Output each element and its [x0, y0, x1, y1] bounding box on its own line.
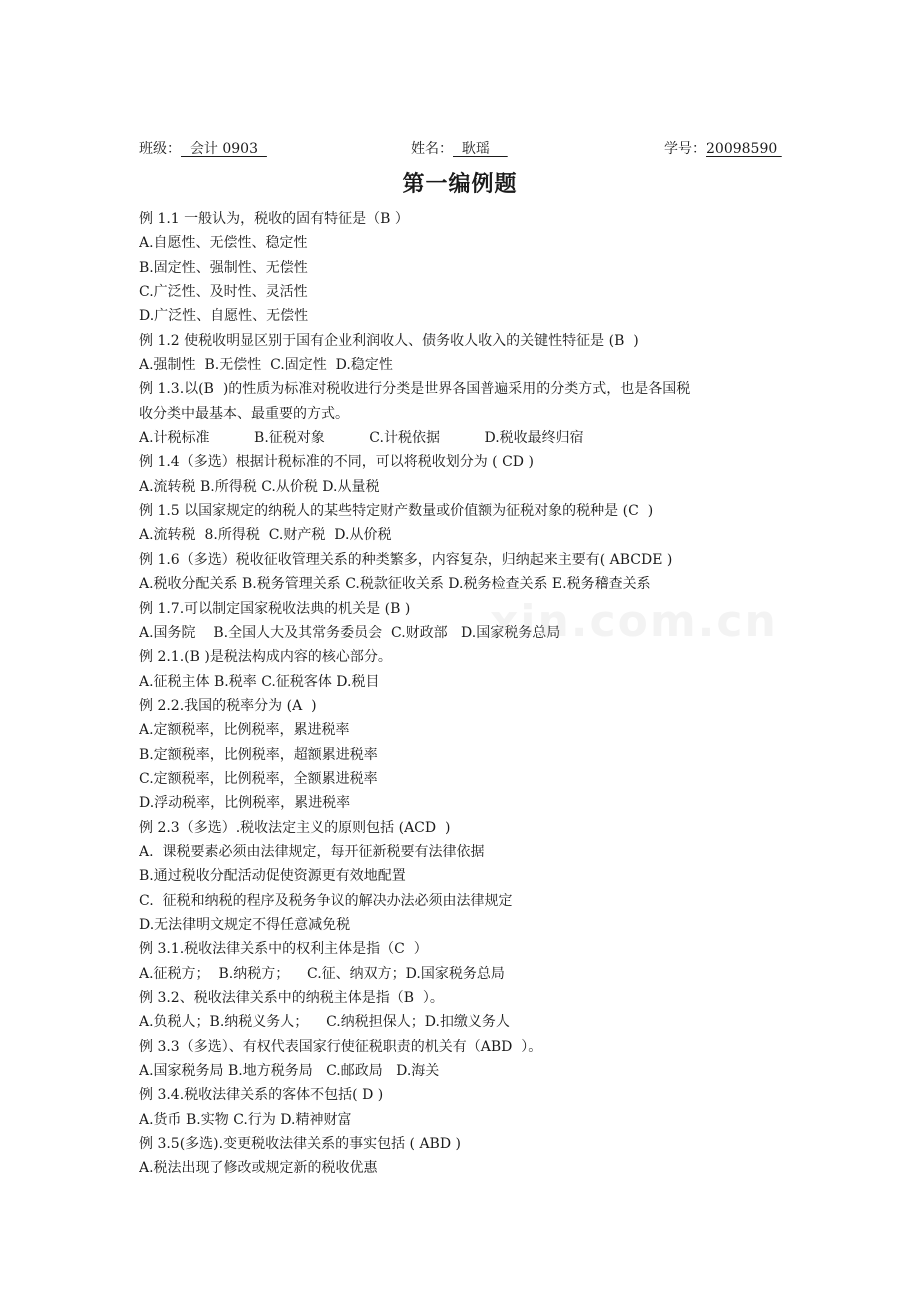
question-line: 例 3.4.税收法律关系的客体不包括( D ) — [139, 1087, 384, 1104]
question-line: 例 2.3（多选）.税收法定主义的原则包括 (ACD ) — [139, 819, 451, 836]
question-line: 例 1.7.可以制定国家税收法典的机关是 (B ) — [139, 600, 411, 617]
option-line: A.国务院 B.全国人大及其常务委员会 C.财政部 D.国家税务总局 — [139, 624, 561, 641]
exercise-body — [139, 207, 789, 1181]
option-line: D.无法律明文规定不得任意减免税 — [139, 916, 351, 933]
question-line: 例 3.2、税收法律关系中的纳税主体是指（B ）。 — [139, 990, 444, 1006]
name-value: 耿瑶 — [453, 141, 508, 157]
question-line: 例 1.6（多选）税收征收管理关系的种类繁多，内容复杂，归纳起来主要有( ABCDE ) — [139, 551, 673, 568]
class-value: 会计 0903 — [181, 141, 267, 157]
question-line: 例 2.2.我国的税率分为 (A ) — [139, 697, 317, 714]
student-id-value: 20098590 — [706, 141, 782, 157]
option-line: D.广泛性、自愿性、无偿性 — [139, 308, 309, 325]
student-id-field — [664, 138, 782, 158]
option-line: B.通过税收分配活动促使资源更有效地配置 — [139, 868, 406, 885]
option-line: A.强制性 B.无偿性 C.固定性 D.稳定性 — [139, 357, 393, 374]
option-line: C.广泛性、及时性、灵活性 — [139, 284, 308, 301]
class-field — [139, 138, 267, 158]
option-line: A.自愿性、无偿性、稳定性 — [139, 235, 308, 252]
option-line: A.流转税 B.所得税 C.从价税 D.从量税 — [139, 478, 380, 495]
page-title: 第一编例题 — [402, 172, 518, 197]
question-line: 例 1.2 使税收明显区别于国有企业利润收人、债务收人收入的关键性特征是 (B ) — [139, 332, 639, 349]
option-line: A.税收分配关系 B.税务管理关系 C.税款征收关系 D.税务检查关系 E.税务稽查关系 — [139, 576, 651, 593]
student-info-header — [139, 138, 781, 160]
option-line: C.定额税率，比例税率，全额累进税率 — [139, 770, 378, 787]
option-line: A.计税标准 B.征税对象 C.计税依据 D.税收最终归宿 — [139, 430, 584, 447]
question-line: 例 3.5(多选).变更税收法律关系的事实包括 ( ABD ) — [139, 1136, 461, 1153]
option-line: A.征税主体 B.税率 C.征税客体 D.税目 — [139, 673, 380, 690]
option-line: 收分类中最基本、最重要的方式。 — [139, 405, 349, 422]
class-label: 班级： — [139, 141, 181, 157]
name-field — [411, 138, 508, 158]
option-line: A. 课税要素必须由法律规定，每开征新税要有法律依据 — [139, 843, 485, 860]
question-line: 例 3.1.税收法律关系中的权利主体是指（C ） — [139, 941, 428, 958]
watermark-text: xin.com.cn — [490, 596, 778, 647]
question-line: 例 3.3（多选）、有权代表国家行使征税职责的机关有（ABD ）。 — [139, 1038, 543, 1055]
option-line: A.税法出现了修改或规定新的税收优惠 — [139, 1160, 378, 1177]
student-id-label: 学号： — [664, 141, 706, 157]
option-line: A.流转税 8.所得税 C.财产税 D.从价税 — [139, 527, 392, 544]
name-label: 姓名： — [411, 141, 453, 157]
question-line: 例 2.1.(B )是税法构成内容的核心部分。 — [139, 649, 392, 666]
option-line: C. 征税和纳税的程序及税务争议的解决办法必须由法律规定 — [139, 892, 513, 909]
option-line: A.货币 B.实物 C.行为 D.精神财富 — [139, 1111, 352, 1128]
option-line: D.浮动税率，比例税率，累进税率 — [139, 795, 351, 812]
option-line: A.定额税率，比例税率，累进税率 — [139, 722, 350, 739]
option-line: A.征税方； B.纳税方； C.征、纳双方；D.国家税务总局 — [139, 965, 505, 982]
option-line: B.固定性、强制性、无偿性 — [139, 259, 308, 276]
option-line: A.国家税务局 B.地方税务局 C.邮政局 D.海关 — [139, 1063, 440, 1080]
option-line: B.定额税率，比例税率，超额累进税率 — [139, 746, 378, 763]
question-line: 例 1.1 一般认为，税收的固有特征是（B ） — [139, 211, 409, 227]
question-line: 例 1.3.以(B )的性质为标准对税收进行分类是世界各国普遍采用的分类方式，也是各国税 — [139, 381, 691, 398]
option-line: A.负税人；B.纳税义务人； C.纳税担保人；D.扣缴义务人 — [139, 1014, 510, 1031]
question-line: 例 1.5 以国家规定的纳税人的某些特定财产数量或价值额为征税对象的税种是 (C ) — [139, 503, 654, 520]
question-line: 例 1.4（多选）根据计税标准的不同，可以将税收划分为 ( CD ) — [139, 454, 534, 471]
